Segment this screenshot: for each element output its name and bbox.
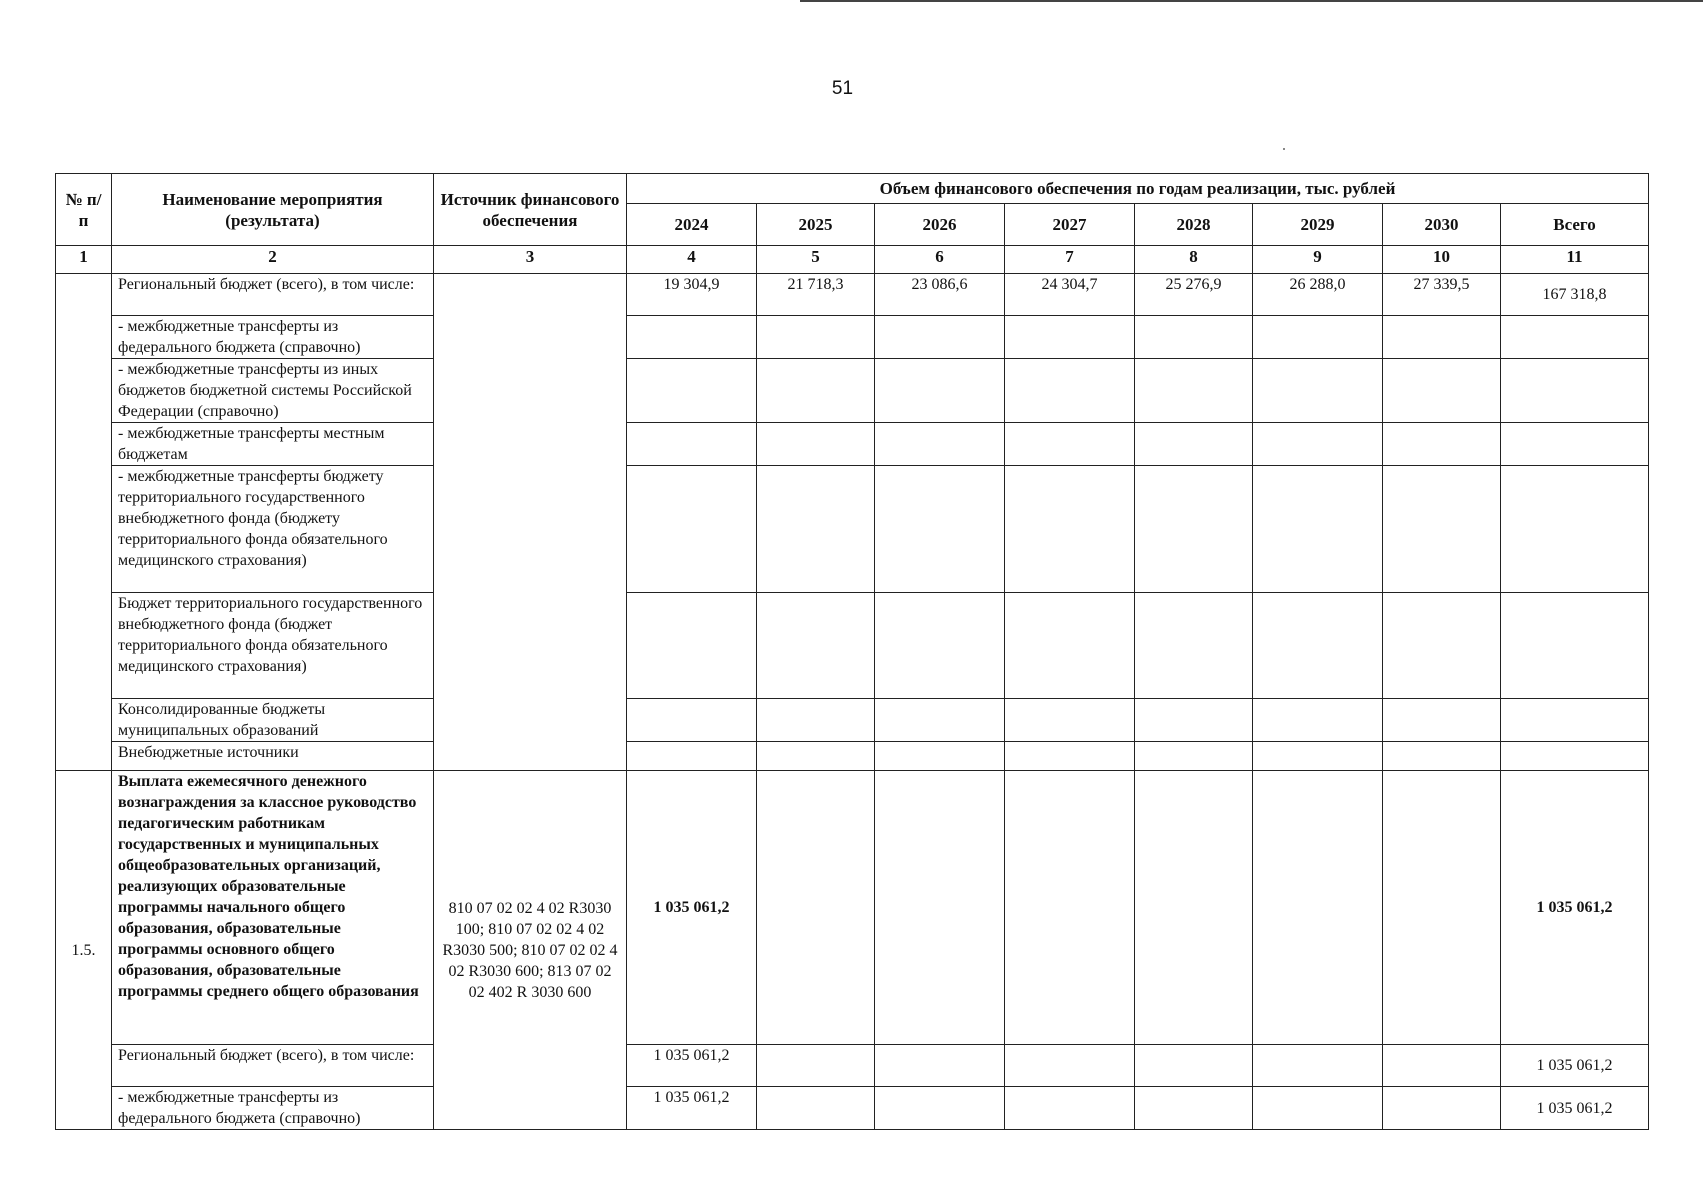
total-cell: 1 035 061,2 [1501,771,1649,1045]
value-cell [1253,742,1383,771]
value-cell: 23 086,6 [875,274,1005,316]
header-row-1 [56,174,1649,204]
value-cell [627,423,757,466]
header-year: 2029 [1253,204,1383,246]
item-source: 810 07 02 02 4 02 R3030 100; 810 07 02 02 4 02 R3030 500; 810 07 02 02 4 02 R3030 600; 813 07 02 02 402 R 3030 600 [434,771,627,1130]
row-name: - межбюджетные трансферты из федерального бюджета (справочно) [112,316,434,359]
value-cell [757,466,875,593]
row-name: Бюджет территориального государственного внебюджетного фонда (бюджет территориального фонда обязательного медицинского страхования) [112,593,434,699]
value-cell [875,771,1005,1045]
value-cell [875,423,1005,466]
column-number-row [56,246,1649,274]
value-cell [1005,466,1135,593]
page-number: 51 [831,78,854,99]
item-number: 1.5. [56,771,112,1130]
value-cell [757,699,875,742]
table-row [56,771,1649,1045]
value-cell [1253,316,1383,359]
value-cell: 1 035 061,2 [627,771,757,1045]
value-cell [757,423,875,466]
value-cell [1383,359,1501,423]
value-cell [1253,1087,1383,1130]
column-number: 4 [627,246,757,274]
row-name: Региональный бюджет (всего), в том числе: [112,274,434,316]
header-year: 2024 [627,204,757,246]
header-year: 2027 [1005,204,1135,246]
table-row [56,423,1649,466]
column-number: 10 [1383,246,1501,274]
top-rule [800,0,1703,2]
value-cell [1005,316,1135,359]
value-cell [875,316,1005,359]
total-cell [1501,316,1649,359]
value-cell: 25 276,9 [1135,274,1253,316]
value-cell [875,699,1005,742]
header-year: 2026 [875,204,1005,246]
header-col-volume: Объем финансового обеспечения по годам реализации, тыс. рублей [627,174,1649,204]
value-cell [1253,771,1383,1045]
table-row [56,1045,1649,1087]
value-cell [627,699,757,742]
value-cell [1383,1045,1501,1087]
row-name: - межбюджетные трансферты из иных бюджетов бюджетной системы Российской Федерации (справочно) [112,359,434,423]
value-cell: 1 035 061,2 [627,1087,757,1130]
header-col-name: Наименование мероприятия (результата) [112,174,434,246]
empty-source-cell [434,274,627,771]
table-row [56,742,1649,771]
table-row [56,466,1649,593]
value-cell [627,593,757,699]
value-cell: 21 718,3 [757,274,875,316]
value-cell [757,359,875,423]
value-cell [875,1087,1005,1130]
column-number: 3 [434,246,627,274]
value-cell [1253,1045,1383,1087]
column-number: 5 [757,246,875,274]
value-cell [1253,423,1383,466]
value-cell: 1 035 061,2 [627,1045,757,1087]
value-cell [875,359,1005,423]
table-row [56,359,1649,423]
value-cell [1135,423,1253,466]
table-row [56,274,1649,316]
value-cell [757,593,875,699]
value-cell [1135,1087,1253,1130]
value-cell [757,1087,875,1130]
value-cell [757,742,875,771]
value-cell [1005,359,1135,423]
column-number: 7 [1005,246,1135,274]
value-cell [1135,771,1253,1045]
column-number: 9 [1253,246,1383,274]
value-cell [1135,699,1253,742]
header-year: 2025 [757,204,875,246]
total-cell [1501,423,1649,466]
value-cell [1135,742,1253,771]
value-cell [1135,466,1253,593]
value-cell [1383,316,1501,359]
header-year: 2028 [1135,204,1253,246]
value-cell [1383,423,1501,466]
table-row [56,1087,1649,1130]
value-cell [875,593,1005,699]
column-number: 2 [112,246,434,274]
total-cell [1501,359,1649,423]
column-number: 8 [1135,246,1253,274]
row-name: - межбюджетные трансферты из федерального бюджета (справочно) [112,1087,434,1130]
value-cell [1253,466,1383,593]
column-number: 6 [875,246,1005,274]
value-cell [875,466,1005,593]
value-cell [757,1045,875,1087]
row-name: - межбюджетные трансферты бюджету территориального государственного внебюджетного фонда (бюджету территориального фонда обязательного медицинского страхования) [112,466,434,593]
value-cell [1253,359,1383,423]
value-cell [627,359,757,423]
value-cell [757,771,875,1045]
total-cell: 167 318,8 [1501,274,1649,316]
column-number: 1 [56,246,112,274]
column-number: 11 [1501,246,1649,274]
value-cell [627,316,757,359]
value-cell: 27 339,5 [1383,274,1501,316]
item-name: Выплата ежемесячного денежного вознаграждения за классное руководство педагогическим работникам государственных и муниципальных общеобразовательных организаций, реализующих образовательные программы начального общего образования, образовательные программы основного общего образования, образовательные программы среднего общего образования [112,771,434,1045]
value-cell [1005,699,1135,742]
value-cell [757,316,875,359]
table-row [56,316,1649,359]
header-total: Всего [1501,204,1649,246]
value-cell: 19 304,9 [627,274,757,316]
value-cell [1135,359,1253,423]
value-cell [1253,699,1383,742]
value-cell [875,742,1005,771]
total-cell [1501,742,1649,771]
table-row [56,699,1649,742]
row-name: Региональный бюджет (всего), в том числе: [112,1045,434,1087]
value-cell [627,742,757,771]
total-cell [1501,699,1649,742]
row-name: Внебюджетные источники [112,742,434,771]
value-cell [1005,771,1135,1045]
total-cell: 1 035 061,2 [1501,1045,1649,1087]
value-cell [1383,1087,1501,1130]
row-name: Консолидированные бюджеты муниципальных образований [112,699,434,742]
header-col-num: № п/п [56,174,112,246]
value-cell [1005,1045,1135,1087]
header-year: 2030 [1383,204,1501,246]
row-name: - межбюджетные трансферты местным бюджетам [112,423,434,466]
value-cell [875,1045,1005,1087]
value-cell [1135,593,1253,699]
value-cell [1253,593,1383,699]
value-cell [1135,1045,1253,1087]
value-cell [1383,699,1501,742]
value-cell [1383,771,1501,1045]
value-cell: 26 288,0 [1253,274,1383,316]
value-cell [1383,742,1501,771]
value-cell [1005,742,1135,771]
value-cell [627,466,757,593]
value-cell [1383,466,1501,593]
value-cell [1383,593,1501,699]
value-cell [1005,593,1135,699]
empty-num-cell [56,274,112,771]
header-col-source: Источник финансового обеспечения [434,174,627,246]
value-cell [1135,316,1253,359]
table-row [56,593,1649,699]
total-cell [1501,593,1649,699]
budget-table [55,173,1649,1130]
total-cell [1501,466,1649,593]
value-cell [1005,423,1135,466]
value-cell: 24 304,7 [1005,274,1135,316]
total-cell: 1 035 061,2 [1501,1087,1649,1130]
scan-speck [1283,148,1285,150]
value-cell [1005,1087,1135,1130]
